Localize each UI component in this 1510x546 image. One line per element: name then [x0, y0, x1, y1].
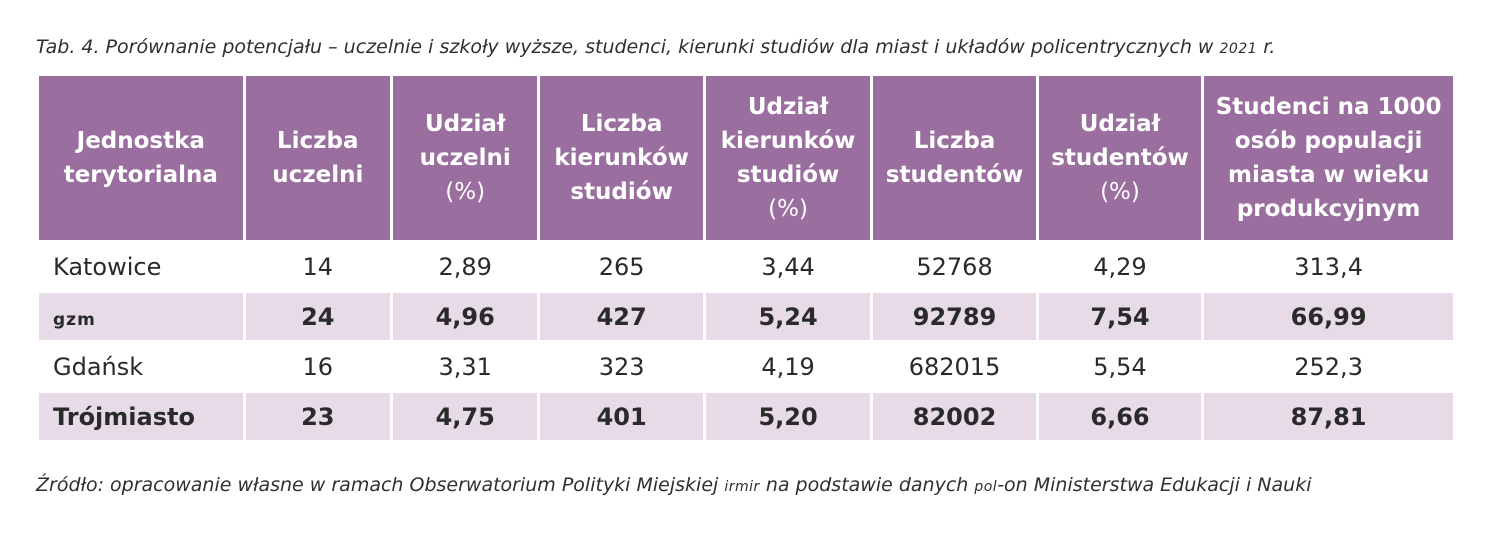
table-cell: 265	[540, 240, 702, 290]
table-cell: 14	[246, 240, 390, 290]
table-cell: 7,54	[1039, 290, 1201, 340]
table-cell: 4,29	[1039, 240, 1201, 290]
table-cell: 87,81	[1204, 390, 1453, 440]
table-cell: Trójmiasto	[39, 390, 243, 440]
table-cell: 5,20	[706, 390, 870, 440]
table-cell: 5,24	[706, 290, 870, 340]
header-cell: Liczba studentów	[873, 76, 1035, 240]
table-cell: 313,4	[1204, 240, 1453, 290]
source-text: Źródło: opracowanie własne w ramach Obserwatorium Polityki Miejskiej	[36, 474, 725, 496]
source-irmir: irmir	[724, 479, 760, 495]
caption-text: Tab. 4. Porównanie potencjału – uczelnie i szkoły wyższe, studenci, kierunki studiów dla miast i układów policentrycznych w	[36, 36, 1220, 58]
table-cell: 82002	[873, 390, 1035, 440]
table-cell: 66,99	[1204, 290, 1453, 340]
table-cell: 24	[246, 290, 390, 340]
source-note	[36, 474, 1311, 496]
table-cell: 323	[540, 340, 702, 390]
caption-year: 2021	[1219, 41, 1258, 57]
table-cell: 2,89	[393, 240, 537, 290]
table-cell: 6,66	[1039, 390, 1201, 440]
table-cell: 4,96	[393, 290, 537, 340]
header-cell: Udział kierunków studiów (%)	[706, 76, 870, 240]
source-text-2: na podstawie danych	[759, 474, 975, 496]
caption-suffix: r.	[1257, 36, 1276, 58]
table-cell: Katowice	[39, 240, 243, 290]
table-cell: 92789	[873, 290, 1035, 340]
table-row	[39, 290, 1453, 340]
header-cell: Studenci na 1000 osób populacji miasta w wieku produkcyjnym	[1204, 76, 1453, 240]
table-cell: 252,3	[1204, 340, 1453, 390]
table-cell	[39, 290, 243, 340]
table-row	[39, 240, 1453, 290]
table-cell: 4,75	[393, 390, 537, 440]
table-cell: Gdańsk	[39, 340, 243, 390]
table-cell: 16	[246, 340, 390, 390]
table-cell: 23	[246, 390, 390, 440]
table-cell: 3,31	[393, 340, 537, 390]
header-cell: Jednostka terytorialna	[39, 76, 243, 240]
table-cell: 5,54	[1039, 340, 1201, 390]
header-row	[39, 76, 1453, 240]
table-cell: 682015	[873, 340, 1035, 390]
header-cell: Liczba kierunków studiów	[540, 76, 702, 240]
header-cell: Udział uczelni (%)	[393, 76, 537, 240]
table-cell: 4,19	[706, 340, 870, 390]
header-cell: Udział studentów (%)	[1039, 76, 1201, 240]
table-row	[39, 390, 1453, 440]
table-caption	[36, 36, 1275, 58]
table-cell: 52768	[873, 240, 1035, 290]
source-text-3: -on Ministerstwa Edukacji i Nauki	[997, 474, 1312, 496]
table-cell: 3,44	[706, 240, 870, 290]
table-cell: 427	[540, 290, 702, 340]
smallcaps-label: gzm	[53, 309, 96, 330]
data-table	[36, 76, 1456, 440]
table-row	[39, 340, 1453, 390]
header-cell: Liczba uczelni	[246, 76, 390, 240]
source-pol: pol	[974, 479, 998, 495]
table-cell: 401	[540, 390, 702, 440]
